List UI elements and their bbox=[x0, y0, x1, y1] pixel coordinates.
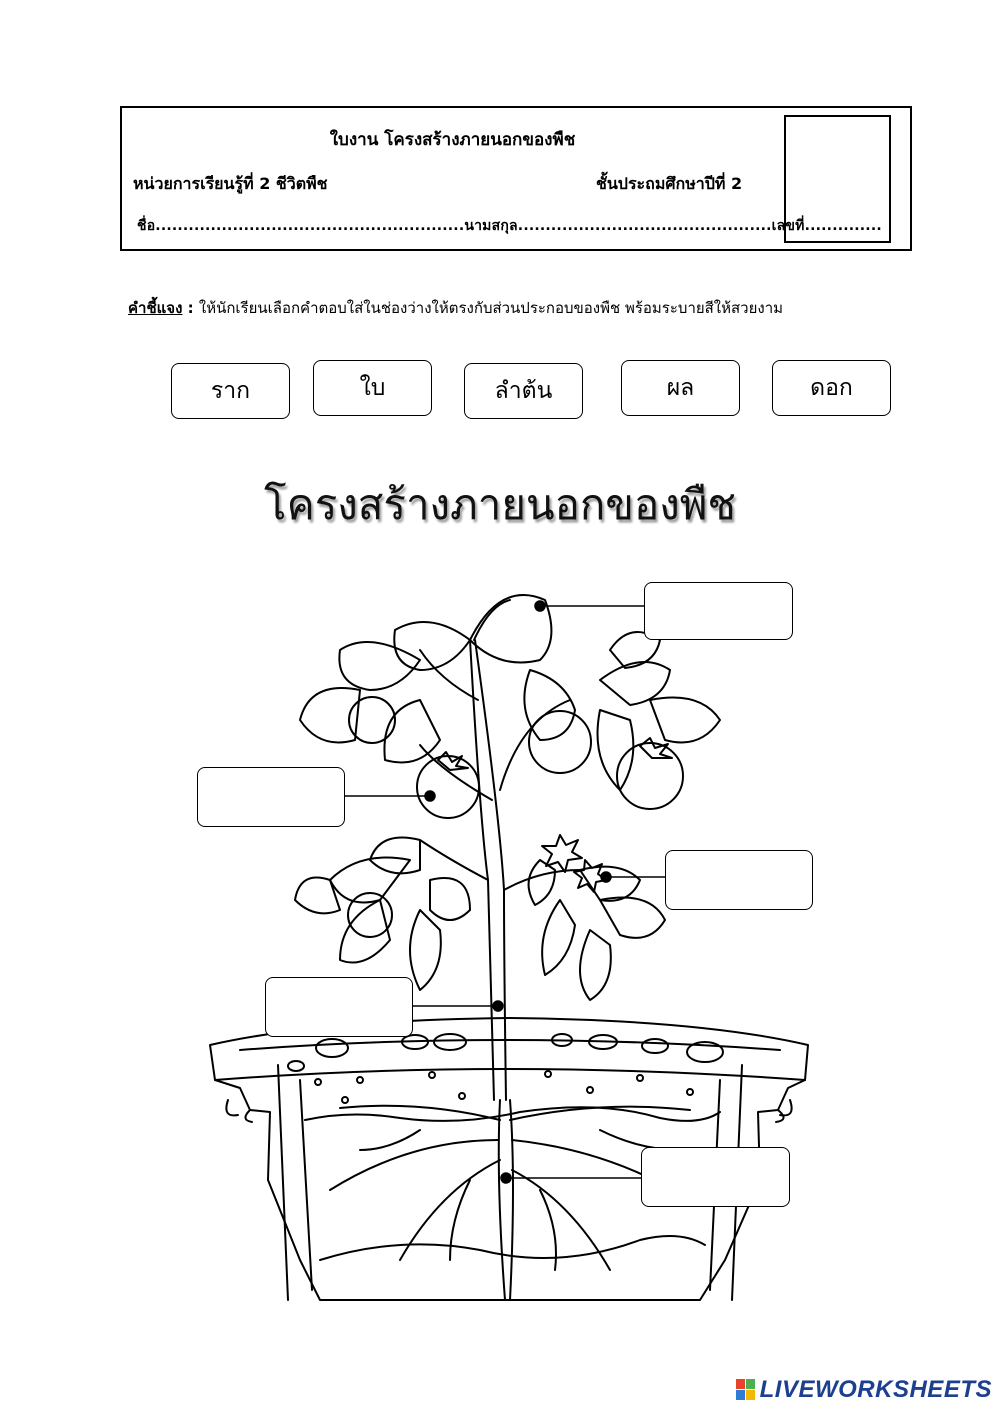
word-fruit[interactable]: ผล bbox=[621, 360, 740, 416]
word-flower[interactable]: ดอก bbox=[772, 360, 891, 416]
instruction-label: คำชี้แจง bbox=[128, 299, 183, 317]
answer-box-stem[interactable] bbox=[265, 977, 413, 1037]
brand-name: LIVEWORKSHEETS bbox=[759, 1376, 992, 1403]
word-stem[interactable]: ลำต้น bbox=[464, 363, 583, 419]
instruction-separator: : bbox=[182, 299, 199, 317]
answer-box-flower[interactable] bbox=[665, 850, 813, 910]
plant-illustration bbox=[0, 560, 1000, 1320]
instruction-text: ให้นักเรียนเลือกคำตอบใส่ในช่องว่างให้ตรงกับส่วนประกอบของพืช พร้อมระบายสีให้สวยงาม bbox=[198, 299, 784, 317]
name-line: ชื่อ........................................................นามสกุล..............................................เลขที่.............. bbox=[137, 218, 882, 234]
diagram-title: โครงสร้างภายนอกของพืช bbox=[264, 480, 736, 529]
unit-label: หน่วยการเรียนรู้ที่ 2 ชีวิตพืช bbox=[133, 174, 328, 193]
word-leaf[interactable]: ใบ bbox=[313, 360, 432, 416]
answer-box-root[interactable] bbox=[641, 1147, 790, 1207]
liveworksheets-icon bbox=[736, 1379, 756, 1401]
grade-label: ชั้นประถมศึกษาปีที่ 2 bbox=[596, 174, 743, 193]
liveworksheets-logo bbox=[736, 1376, 992, 1404]
worksheet-title: ใบงาน โครงสร้างภายนอกของพืช bbox=[329, 130, 576, 150]
instruction bbox=[128, 296, 783, 320]
answer-box-leaf[interactable] bbox=[644, 582, 793, 640]
word-root[interactable]: ราก bbox=[171, 363, 290, 419]
answer-box-fruit[interactable] bbox=[197, 767, 345, 827]
